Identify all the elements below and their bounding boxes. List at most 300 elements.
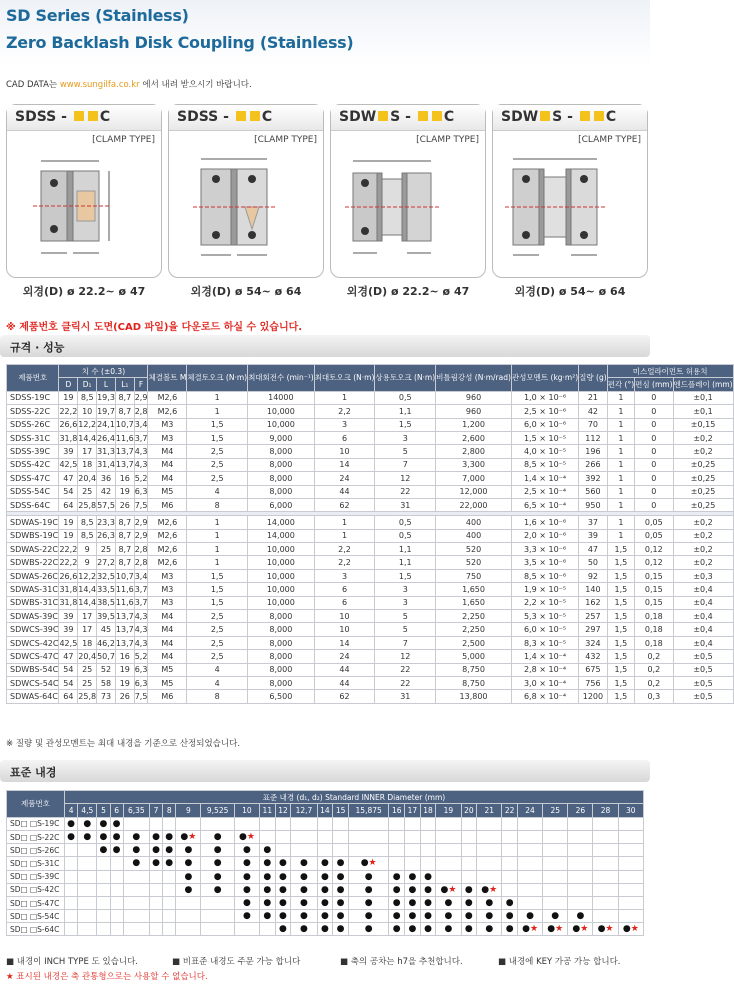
empty-cell [502,844,518,857]
starred-bore-dot-icon: ●★ [348,857,388,870]
product-card-sdss-large[interactable]: SDSS - C [CLAMP TYPE] 외경(D) ø 54~ ø 64 [168,104,324,304]
empty-cell [123,910,149,923]
table-cell: 33,5 [97,583,116,596]
table-cell: 0,3 [635,690,673,703]
empty-cell [618,844,643,857]
part-number-link[interactable]: SDSS-54C [7,485,59,498]
table-cell: 8 [187,498,248,511]
table-cell: M3 [148,596,187,609]
table-cell: 0,18 [635,636,673,649]
standard-bore-dot-icon: ● [333,870,349,883]
col-bolt: 체결볼트 M [148,365,187,392]
table-cell: 10,000 [248,596,315,609]
table-row [7,418,734,431]
table-cell: 1,1 [375,556,436,569]
table-cell: 25,8 [78,690,97,703]
table-cell: 1 [607,391,634,404]
col-size: 8 [163,804,176,817]
table-cell: 8,000 [248,445,315,458]
starred-bore-dot-icon: ●★ [176,830,201,843]
part-number-link[interactable]: SDSS-26C [7,418,59,431]
table-cell: 1 [187,391,248,404]
table-cell: 25 [78,676,97,689]
empty-cell [461,830,477,843]
table-cell: 44 [314,485,375,498]
standard-bore-dot-icon: ● [348,883,388,896]
standard-bore-dot-icon: ● [477,910,502,923]
table-cell: 47 [579,543,608,556]
table-cell: 11,6 [115,596,134,609]
coupling-drawing [499,149,641,273]
part-number-link[interactable]: SDSS-64C [7,498,59,511]
empty-cell [260,830,276,843]
table-row [7,610,734,623]
table-cell: 6,0 × 10⁻⁶ [511,418,578,431]
table-cell: ±0,25 [673,498,733,511]
table-cell: 4,3 [134,458,148,471]
standard-bore-dot-icon: ● [420,896,436,909]
empty-cell [163,870,176,883]
standard-bore-dot-icon: ● [436,923,461,936]
empty-cell [275,844,291,857]
table-cell: ±0,5 [673,690,733,703]
table-cell: 8,000 [248,610,315,623]
standard-bore-dot-icon: ● [97,817,110,830]
empty-cell [65,844,78,857]
standard-bore-dot-icon: ● [260,844,276,857]
empty-cell [65,883,78,896]
table-cell: 1,5 [375,418,436,431]
empty-cell [461,870,477,883]
table-cell: 0,5 [375,529,436,542]
table-row [7,663,734,676]
table-cell: 36 [97,472,116,485]
legend-keyway: ■ 내경에 KEY 가공 가능 합니다. [498,957,621,967]
empty-cell [543,817,568,830]
table-cell: 0,12 [635,556,673,569]
empty-cell [78,910,97,923]
part-number-link[interactable]: SDSS-42C [7,458,59,471]
empty-cell [110,896,123,909]
table-row [7,431,734,444]
table-cell: 12 [375,650,436,663]
empty-cell [123,870,149,883]
table-cell: 8,5 [78,391,97,404]
table-cell: 1 [607,445,634,458]
col-maxtorque: 최대토오크 (N·m) [314,365,375,392]
standard-bore-dot-icon: ● [333,857,349,870]
empty-cell [149,923,162,936]
table-cell: 10,000 [248,418,315,431]
part-number-link[interactable]: SDWBS-22C [7,556,59,569]
table-cell: 140 [579,583,608,596]
table-cell: 39 [59,610,78,623]
part-number-link[interactable]: SDWAS-22C [7,543,59,556]
col-size: 28 [593,804,618,817]
standard-bore-dot-icon: ● [149,857,162,870]
standard-bore-dot-icon: ● [291,923,317,936]
table-cell: 1,5 [607,636,634,649]
table-row [7,485,734,498]
empty-cell [333,844,349,857]
table-cell: 2,5 [187,650,248,663]
table-cell: 0,12 [635,543,673,556]
outer-diameter-range: 외경(D) ø 54~ ø 64 [514,285,626,298]
starred-bore-dot-icon: ●★ [477,883,502,896]
product-card-sdw-small[interactable]: SDW S - C [CLAMP TYPE] 외경(D) ø 22.2~ ø 47 [330,104,486,304]
table-cell: 57,5 [97,498,116,511]
empty-cell [543,870,568,883]
table-cell: 9 [78,543,97,556]
standard-bore-dot-icon: ● [275,896,291,909]
table-cell: 14000 [248,391,315,404]
empty-cell [260,817,276,830]
standard-bore-dot-icon: ● [317,883,333,896]
table-cell: 8,7 [115,405,134,418]
standard-bore-dot-icon: ● [201,830,234,843]
standard-bore-dot-icon: ● [477,923,502,936]
table-cell: 1,200 [436,418,512,431]
table-cell: 0,15 [635,596,673,609]
col-size: 4 [65,804,78,817]
table-cell: 3 [314,418,375,431]
table-cell: 2,0 × 10⁻⁶ [511,529,578,542]
table-cell: 70 [579,418,608,431]
table-cell: 44 [314,663,375,676]
table-cell: 26,4 [97,431,116,444]
website-link[interactable]: www.sungilfa.co.kr [59,80,140,90]
standard-bore-dot-icon: ● [110,817,123,830]
standard-bore-dot-icon: ● [461,896,477,909]
spec-section-bar [0,335,650,357]
standard-bore-dot-icon: ● [420,923,436,936]
clamp-type-label: [CLAMP TYPE] [254,135,317,145]
table-cell: 13,7 [115,636,134,649]
col-size: 6,35 [123,804,149,817]
table-cell: 1,5 [607,623,634,636]
table-cell: M4 [148,458,187,471]
empty-cell [163,817,176,830]
table-cell: 10,000 [248,405,315,418]
empty-cell [201,910,234,923]
table-cell: 2,8 × 10⁻⁴ [511,663,578,676]
table-cell: 0 [635,485,673,498]
standard-bore-dot-icon: ● [65,817,78,830]
table-cell: 47 [59,472,78,485]
table-cell: 0,05 [635,529,673,542]
table-cell: 8,5 [78,516,97,529]
table-cell: M4 [148,472,187,485]
table-cell: 0,5 [375,516,436,529]
placeholder-square-icon [74,111,84,121]
empty-cell [436,844,461,857]
table-row [7,516,734,529]
standard-bore-dot-icon: ● [260,896,276,909]
empty-cell [517,857,542,870]
table-cell: 26,6 [59,569,78,582]
empty-cell [163,896,176,909]
col-size: 9,525 [201,804,234,817]
table-cell: 12 [375,472,436,485]
table-cell: ±0,4 [673,583,733,596]
table-cell: 6,3 [134,485,148,498]
part-number-link[interactable]: SDWBS-54C [7,663,59,676]
table-cell: 2,5 [187,623,248,636]
empty-cell [420,857,436,870]
table-cell: 2,5 [187,472,248,485]
table-cell: 2,9 [134,529,148,542]
table-cell: 1,5 [607,663,634,676]
table-cell: 1,5 [187,418,248,431]
empty-cell [568,830,593,843]
table-cell: 20,4 [78,472,97,485]
col-size: 11 [260,804,276,817]
part-number-link[interactable]: SDSS-19C [7,391,59,404]
standard-bore-dot-icon: ● [420,870,436,883]
coupling-drawing [337,149,479,273]
part-number-link[interactable]: SDWCS-42C [7,636,59,649]
table-cell: 42 [579,405,608,418]
table-cell: 5,2 [134,472,148,485]
table-cell: 0 [635,498,673,511]
part-number-link[interactable]: SDWCS-47C [7,650,59,663]
standard-bore-dot-icon: ● [260,883,276,896]
table-cell: 0,2 [635,663,673,676]
col-size: 17 [405,804,421,817]
table-cell: 31 [375,690,436,703]
starred-bore-dot-icon: ●★ [436,883,461,896]
table-cell: 1,5 [607,650,634,663]
table-cell: 1,5 [187,431,248,444]
table-cell: 50 [579,556,608,569]
col-inertia: 관성모멘트 (kg·m²) [511,365,578,392]
table-cell: ±0,5 [673,663,733,676]
table-cell: 31,8 [59,583,78,596]
part-number-link[interactable]: SDWBS-19C [7,529,59,542]
table-cell: 8,3 × 10⁻⁵ [511,636,578,649]
table-cell: 0,15 [635,583,673,596]
standard-bore-dot-icon: ● [78,830,97,843]
table-cell: ±0,25 [673,485,733,498]
empty-cell [389,817,405,830]
empty-cell [291,830,317,843]
table-cell: 162 [579,596,608,609]
empty-cell [201,896,234,909]
table-cell: 10 [78,405,97,418]
empty-cell [317,817,333,830]
table-cell: 31,8 [59,596,78,609]
starred-bore-dot-icon: ●★ [543,923,568,936]
table-cell: 64 [59,498,78,511]
empty-cell [593,910,618,923]
table-cell: 26,6 [59,418,78,431]
starred-bore-dot-icon: ●★ [618,923,643,936]
table-cell: 1,5 [187,596,248,609]
table-cell: 64 [59,690,78,703]
part-number-link[interactable]: SDSS-47C [7,472,59,485]
col-size: 26 [568,804,593,817]
table-cell: M3 [148,569,187,582]
col-torque: 체결토오크 (N·m) [187,365,248,392]
standard-bore-dot-icon: ● [234,857,259,870]
standard-bore-dot-icon: ● [405,923,421,936]
table-cell: M5 [148,676,187,689]
part-number-link[interactable]: SDWAS-31C [7,583,59,596]
standard-bore-dot-icon: ● [389,870,405,883]
standard-bore-dot-icon: ● [123,830,149,843]
table-cell: 52 [97,663,116,676]
part-number-link[interactable]: SDSS-39C [7,445,59,458]
empty-cell [436,830,461,843]
table-cell: 7,000 [436,472,512,485]
table-cell: 1 [314,529,375,542]
inner-section-title: 표준 내경 [10,766,57,779]
table-cell: 3,7 [134,431,148,444]
part-number-link[interactable]: SDWBS-31C [7,596,59,609]
table-cell: 13,7 [115,610,134,623]
table-cell: 24 [314,472,375,485]
table-cell: 62 [314,690,375,703]
standard-bore-dot-icon: ● [291,870,317,883]
part-number-link[interactable]: SDWAS-64C [7,690,59,703]
part-number-link[interactable]: SDSS-31C [7,431,59,444]
standard-bore-dot-icon: ● [389,910,405,923]
table-cell: 756 [579,676,608,689]
table-cell: 400 [436,529,512,542]
table-row [7,870,644,883]
empty-cell [97,910,110,923]
standard-bore-dot-icon: ● [420,910,436,923]
table-row [7,458,734,471]
table-cell: 257 [579,610,608,623]
part-number: SD□ □S-47C [7,896,65,909]
col-dim-1: D₁ [78,378,97,391]
table-cell: 32,5 [97,569,116,582]
col-part: 제품번호 [7,365,59,392]
part-number-link[interactable]: SDWAS-19C [7,516,59,529]
part-number-link[interactable]: SDWAS-26C [7,569,59,582]
empty-cell [110,923,123,936]
table-row [7,623,734,636]
table-cell: 1,650 [436,596,512,609]
coupling-drawing [13,149,155,273]
table-cell: 2,8 [134,405,148,418]
empty-cell [461,857,477,870]
table-cell: 3,0 × 10⁻⁴ [511,676,578,689]
empty-cell [78,870,97,883]
table-cell: 19 [59,516,78,529]
empty-cell [149,870,162,883]
standard-bore-dot-icon: ● [389,923,405,936]
standard-bore-dot-icon: ● [568,910,593,923]
table-cell: 6,3 [134,676,148,689]
placeholder-square-icon [88,111,98,121]
part-number-link[interactable]: SDWCS-54C [7,676,59,689]
table-cell: 1,1 [375,405,436,418]
empty-cell [477,857,502,870]
standard-bore-dot-icon: ● [234,870,259,883]
legend-inch: ■ 내경이 INCH TYPE 도 있습니다. [6,957,139,967]
empty-cell [593,896,618,909]
empty-cell [65,896,78,909]
empty-cell [593,883,618,896]
empty-cell [234,817,259,830]
table-cell: 1,5 [607,569,634,582]
table-cell: M5 [148,663,187,676]
empty-cell [543,857,568,870]
table-cell: 0 [635,431,673,444]
empty-cell [123,923,149,936]
empty-cell [317,844,333,857]
col-size: 25 [543,804,568,817]
table-cell: 8,750 [436,676,512,689]
col-mass: 질량 (g) [579,365,608,392]
empty-cell [436,870,461,883]
table-cell: 16 [115,650,134,663]
table-cell: ±0,4 [673,623,733,636]
empty-cell [348,817,388,830]
table-cell: 4 [187,663,248,676]
standard-bore-dot-icon: ● [275,923,291,936]
empty-cell [543,830,568,843]
table-cell: 58 [97,676,116,689]
table-cell: 5 [375,623,436,636]
part-number-link[interactable]: SDSS-22C [7,405,59,418]
placeholder-square-icon [540,111,550,121]
table-cell: 2,8 [134,556,148,569]
empty-cell [543,896,568,909]
part-number-link[interactable]: SDWAS-39C [7,610,59,623]
table-cell: 8 [187,690,248,703]
table-cell: 0 [635,458,673,471]
table-cell: 1,1 [375,543,436,556]
table-cell: 1,5 [187,569,248,582]
table-cell: 10,000 [248,556,315,569]
table-row [7,472,734,485]
table-cell: 2,2 [314,405,375,418]
table-cell: 42,5 [59,458,78,471]
standard-bore-dot-icon: ● [201,883,234,896]
table-cell: 54 [59,676,78,689]
standard-bore-dot-icon: ● [420,883,436,896]
col-size: 18 [420,804,436,817]
table-cell: 22 [375,676,436,689]
product-card-sdw-large[interactable]: SDW S - C [CLAMP TYPE] 외경(D) ø 54~ ø 64 [492,104,648,304]
table-cell: 3,5 × 10⁻⁶ [511,556,578,569]
table-cell: M4 [148,445,187,458]
standard-bore-dot-icon: ● [234,844,259,857]
table-cell: 8,000 [248,676,315,689]
product-card-sdss-small[interactable]: SDSS - C [CLAMP TYPE] 외경(D) ø 22.2~ ø 47 [6,104,162,304]
table-cell: 45 [97,623,116,636]
table-cell: 16 [115,472,134,485]
part-number-link[interactable]: SDWCS-39C [7,623,59,636]
empty-cell [618,870,643,883]
empty-cell [110,910,123,923]
table-cell: 4 [187,485,248,498]
empty-cell [65,870,78,883]
standard-bore-dot-icon: ● [291,896,317,909]
starred-bore-dot-icon: ●★ [593,923,618,936]
part-number: SD□ □S-42C [7,883,65,896]
empty-cell [163,910,176,923]
table-cell: ±0,2 [673,516,733,529]
table-cell: M2,6 [148,405,187,418]
table-cell: M5 [148,485,187,498]
table-cell: 19 [59,529,78,542]
table-row [7,498,734,511]
table-cell: 1,5 [607,543,634,556]
